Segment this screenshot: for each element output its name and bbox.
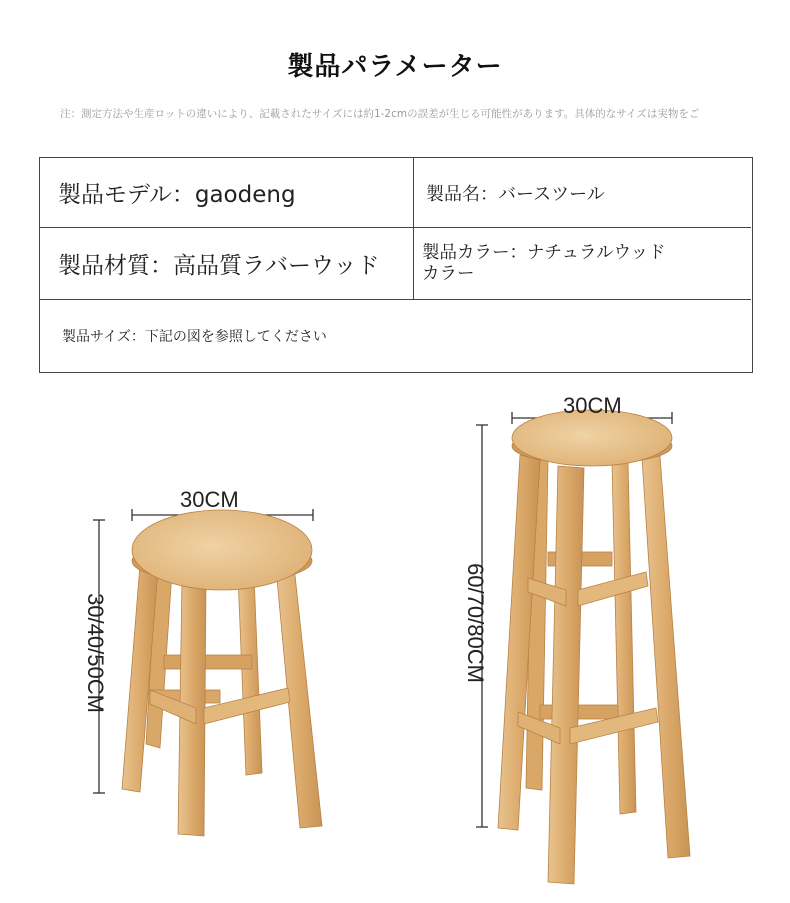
short-width-label: 30CM xyxy=(180,487,239,512)
product-size: 製品サイズ：下記の図を参照してください xyxy=(62,328,327,345)
measurement-note: 注：測定方法や生産ロットの違いにより、記載されたサイズには約1-2cmの誤差が生じる可能性があります。具体的なサイズは実物をご xyxy=(60,108,700,120)
product-color: 製品カラー：ナチュラルウッドカラー xyxy=(414,228,751,300)
product-material: 製品材質：高品質ラバーウッド xyxy=(40,228,414,300)
product-model: 製品モデル：gaodeng xyxy=(40,158,414,228)
short-height-label: 30/40/50CM xyxy=(83,593,108,713)
tall-height-label: 60/70/80CM xyxy=(463,563,488,683)
page-title: 製品パラメーター xyxy=(287,52,503,82)
product-name: 製品名：バースツール xyxy=(414,158,751,228)
tall-stool xyxy=(498,410,690,884)
tall-width-label: 30CM xyxy=(563,393,622,418)
short-stool xyxy=(122,510,322,836)
